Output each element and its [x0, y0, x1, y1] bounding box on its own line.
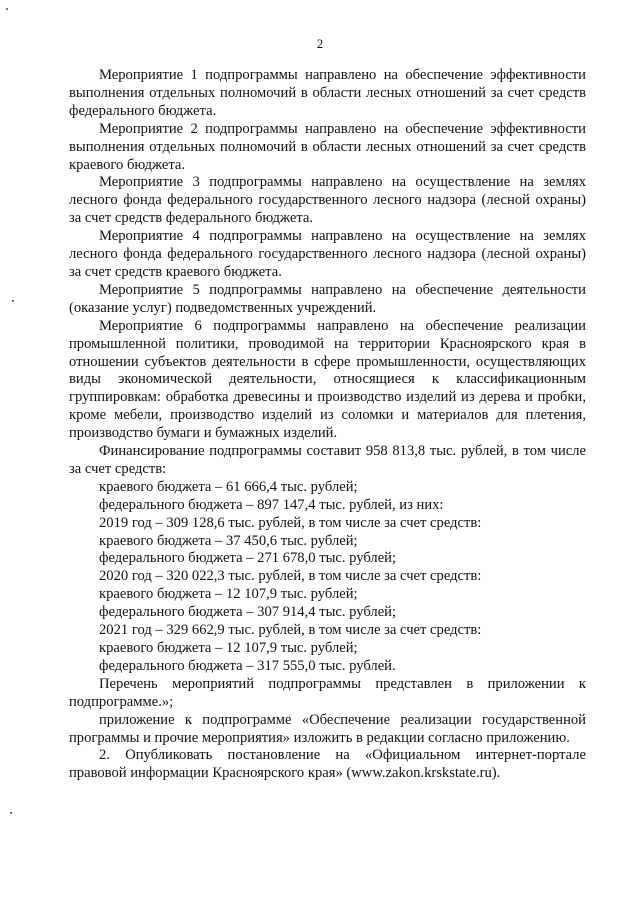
scan-speck [12, 300, 14, 302]
funding-line: федерального бюджета – 307 914,4 тыс. рублей; [99, 604, 397, 621]
paragraph-event-4: Мероприятие 4 подпрограммы направлено на осуществление на землях лесного фонда федерального государственного лесного надзора (лесной охраны) за счет средств краевого бюджета. [69, 228, 586, 280]
funding-line: 2019 год – 309 128,6 тыс. рублей, в том числе за счет средств: [99, 514, 482, 531]
funding-line: федерального бюджета – 897 147,4 тыс. рублей, из них: [99, 496, 444, 513]
paragraph-event-1: Мероприятие 1 подпрограммы направлено на обеспечение эффективности выполнения отдельных полномочий в области лесных отношений за счет средств федерального бюджета. [69, 67, 586, 119]
funding-line: федерального бюджета – 317 555,0 тыс. рублей. [99, 657, 396, 674]
funding-line: федерального бюджета – 271 678,0 тыс. рублей; [99, 550, 397, 567]
paragraph-event-3: Мероприятие 3 подпрограммы направлено на осуществление на землях лесного фонда федерального государственного лесного надзора (лесной охраны) за счет средств федерального бюджета. [69, 174, 586, 227]
funding-line: 2021 год – 329 662,9 тыс. рублей, в том числе за счет средств: [99, 622, 482, 639]
scan-speck [10, 812, 12, 814]
paragraph-event-6: Мероприятие 6 подпрограммы направлено на обеспечение реализации промышленной политики, проводимой на территории Красноярского края в отношении субъектов деятельности в сфере промышленности, осуществляющих виды экономической деятельности, относящиеся к классификационным группировкам: обработка древесины и производство изделий из дерева и пробки, кроме мебели, производство изделий из соломки и материалов для плетения, производство бумаги и бумажных изделий. [69, 317, 586, 442]
document-body [69, 67, 586, 783]
funding-line: 2020 год – 320 022,3 тыс. рублей, в том числе за счет средств: [99, 568, 482, 585]
paragraph-events-list: Перечень мероприятий подпрограммы представлен в приложении к подпрограмме.»; [69, 675, 586, 710]
paragraph-event-5: Мероприятие 5 подпрограммы направлено на обеспечение деятельности (оказание услуг) подведомственных учреждений. [69, 281, 586, 316]
funding-line: краевого бюджета – 12 107,9 тыс. рублей; [99, 586, 358, 603]
paragraph-funding: Финансирование подпрограммы составит 958 813,8 тыс. рублей, в том числе за счет средств: [69, 443, 586, 477]
page-number: 2 [316, 36, 324, 51]
paragraph-event-2: Мероприятие 2 подпрограммы направлено на обеспечение эффективности выполнения отдельных полномочий в области лесных отношений за счет средств краевого бюджета. [69, 120, 586, 173]
paragraph-publish: 2. Опубликовать постановление на «Официальном интернет-портале правовой информации Красноярского края» (www.zakon.krskstate.ru). [69, 747, 586, 782]
scan-speck [6, 8, 8, 10]
paragraph-appendix: приложение к подпрограмме «Обеспечение реализации государственной программы и прочие мероприятия» изложить в редакции согласно приложению. [69, 711, 586, 746]
funding-line: краевого бюджета – 12 107,9 тыс. рублей; [99, 640, 358, 656]
funding-line: краевого бюджета – 37 450,6 тыс. рублей; [99, 532, 358, 549]
funding-line: краевого бюджета – 61 666,4 тыс. рублей; [99, 478, 358, 495]
